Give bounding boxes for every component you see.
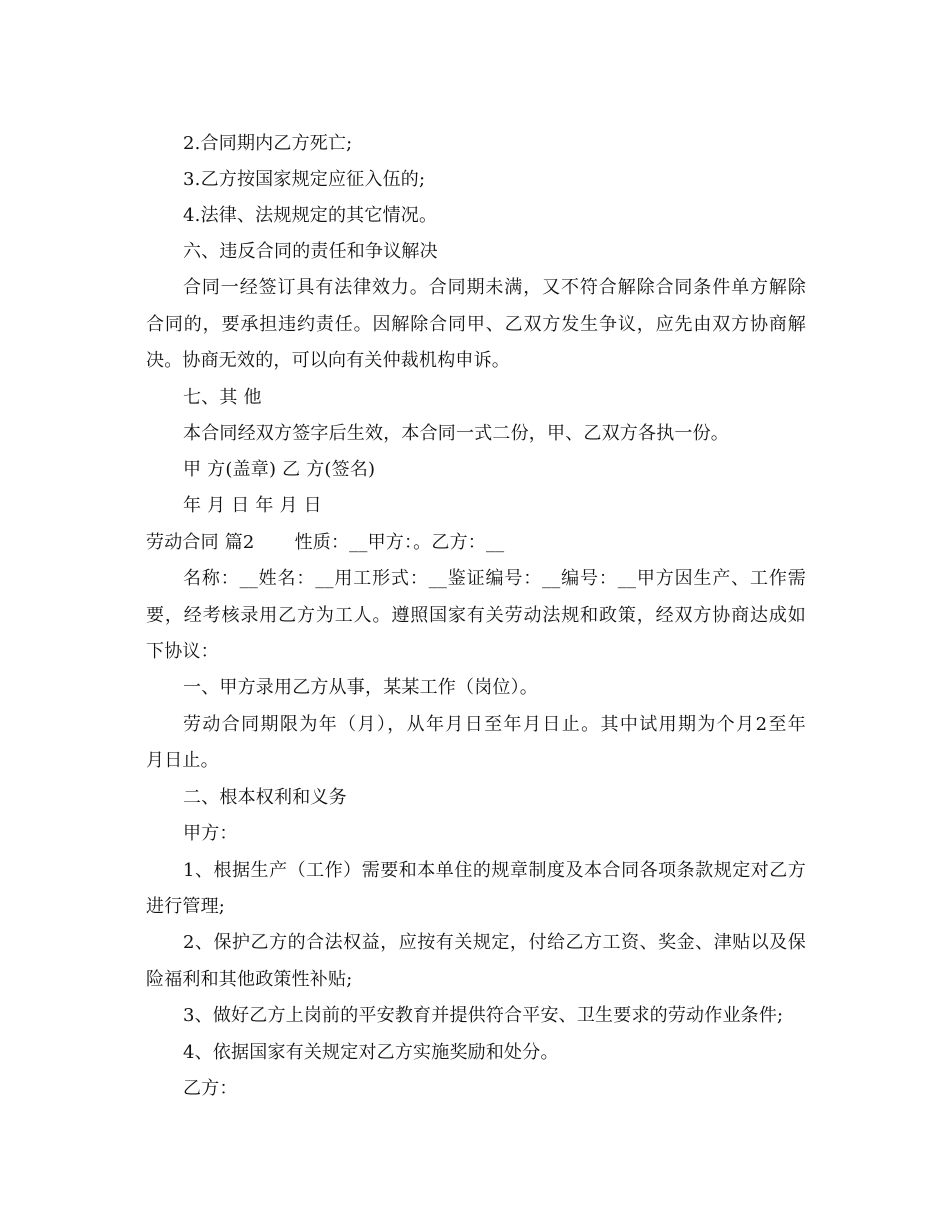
paragraph-line: 本合同经双方签字后生效，本合同一式二份，甲、乙双方各执一份。: [183, 423, 729, 444]
paragraph-line: 下协议：: [146, 641, 219, 662]
paragraph-line: 4、依据国家有关规定对乙方实施奖励和处分。: [183, 1042, 559, 1063]
clause-2-text: 2.合同期内乙方死亡;: [183, 133, 353, 154]
section-2-heading: 二、根本权利和义务: [183, 787, 347, 808]
contract-title: 劳动合同 篇2: [146, 532, 255, 553]
paragraph-line: 名称：__姓名：__用工形式：__鉴证编号：__编号：__甲方因生产、工作需: [183, 568, 806, 589]
paragraph-line: 月日止。: [146, 750, 219, 771]
section-6-heading: 六、违反合同的责任和争议解决: [183, 241, 438, 262]
signature-line: 甲 方(盖章) 乙 方(签名): [183, 459, 376, 480]
party-a-label: 甲方：: [183, 823, 238, 844]
paragraph-line: 险福利和其他政策性补贴;: [146, 969, 353, 990]
section-1-heading: 一、甲方录用乙方从事，某某工作（岗位）。: [183, 677, 538, 698]
clause-4-text: 4.法律、法规规定的其它情况。: [183, 205, 438, 226]
clause-3-text: 3.乙方按国家规定应征入伍的;: [183, 169, 426, 190]
paragraph-line: 要，经考核录用乙方为工人。遵照国家有关劳动法规和政策，经双方协商达成如: [146, 605, 806, 626]
paragraph-line: 决。协商无效的，可以向有关仲裁机构申诉。: [146, 350, 510, 371]
date-line: 年 月 日 年 月 日: [183, 495, 322, 516]
paragraph-line: 1、根据生产（工作）需要和本单住的规章制度及本合同各项条款规定对乙方: [183, 860, 806, 881]
section-7-heading: 七、其 他: [183, 387, 262, 408]
paragraph-line: 2、保护乙方的合法权益，应按有关规定，付给乙方工资、奖金、津贴以及保: [183, 932, 806, 953]
party-b-label: 乙方：: [183, 1078, 238, 1099]
paragraph-line: 3、做好乙方上岗前的平安教育并提供符合平安、卫生要求的劳动作业条件;: [183, 1005, 784, 1026]
paragraph-line: 合同的，要承担违约责任。因解除合同甲、乙双方发生争议，应先由双方协商解: [146, 314, 806, 335]
paragraph-line: 进行管理;: [146, 896, 226, 917]
nature-field: 性质：__甲方：。乙方：__: [294, 532, 505, 553]
contract-title-line: [146, 532, 806, 554]
paragraph-line: 劳动合同期限为年（月），从年月日至年月日止。其中试用期为个月2至年: [183, 714, 806, 735]
paragraph-line: 合同一经签订具有法律效力。合同期未满，又不符合解除合同条件单方解除: [183, 277, 806, 298]
